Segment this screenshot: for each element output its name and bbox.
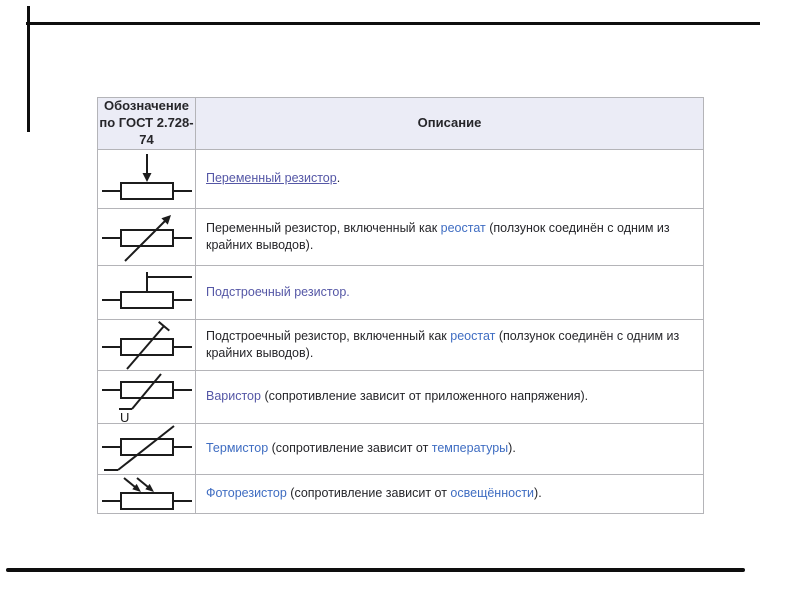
description-column-header: Описание [196, 98, 704, 150]
table-row [98, 370, 704, 423]
thermistor-symbol-icon [101, 424, 193, 474]
table-row [98, 265, 704, 319]
trimmer-rheostat-symbol-icon [101, 320, 193, 370]
description-text: ). [534, 486, 542, 501]
description-text: (сопротивление зависит от [268, 441, 432, 456]
rheostat-variable-resistor-symbol-icon [101, 210, 193, 264]
varistor-u-label: U [119, 409, 129, 423]
resistor-symbols-table-wrap [97, 97, 704, 514]
description-cell [196, 474, 704, 513]
table-row [98, 149, 704, 208]
wiki-link[interactable]: освещённости [450, 486, 535, 501]
symbol-column-header-line2: по ГОСТ 2.728-74 [99, 114, 194, 147]
description-text: Переменный резистор, включенный как [206, 220, 441, 235]
symbol-cell [98, 474, 196, 513]
left-vertical-rule [27, 6, 30, 132]
wiki-link[interactable]: Варистор [206, 389, 261, 404]
wiki-link[interactable]: Фоторезистор [206, 486, 287, 501]
wiki-link[interactable]: Термистор [206, 441, 269, 456]
description-text: (сопротивление зависит от [286, 486, 451, 501]
description-cell [196, 208, 704, 265]
description-cell [196, 370, 704, 423]
table-row [98, 423, 704, 474]
description-text: . [336, 171, 341, 186]
table-row [98, 208, 704, 265]
description-cell [196, 149, 704, 208]
symbol-column-header-line1: Обозначение [104, 98, 189, 113]
description-text: (сопротивление зависит от приложенного напряжения). [260, 389, 589, 404]
symbol-cell [98, 265, 196, 319]
trimmer-resistor-symbol-icon [101, 267, 193, 317]
description-text: (ползунок соединён с одним из крайних выводов). [206, 328, 680, 360]
description-cell [196, 423, 704, 474]
description-text: (ползунок соединён с одним из крайних выводов). [206, 220, 670, 252]
description-text: ). [508, 441, 516, 456]
description-text: Подстроечный резистор, включенный как [206, 328, 451, 343]
symbol-cell [98, 208, 196, 265]
table-header-row [98, 98, 704, 150]
wiki-link[interactable]: реостат [440, 220, 486, 235]
description-cell [196, 265, 704, 319]
symbol-cell [98, 370, 196, 423]
wiki-link[interactable]: Переменный резистор [206, 171, 337, 186]
varistor-symbol-icon [101, 371, 193, 423]
table-row [98, 319, 704, 370]
bottom-horizontal-rule [6, 568, 745, 572]
wiki-link[interactable]: температуры [431, 441, 509, 456]
wiki-link[interactable]: Подстроечный резистор. [206, 284, 350, 299]
symbol-cell [98, 423, 196, 474]
symbol-cell [98, 149, 196, 208]
top-horizontal-rule [26, 22, 760, 25]
description-cell [196, 319, 704, 370]
variable-resistor-symbol-icon [101, 152, 193, 206]
resistor-symbols-table [97, 97, 704, 514]
table-row [98, 474, 704, 513]
photoresistor-symbol-icon [101, 476, 193, 512]
symbol-cell [98, 319, 196, 370]
symbol-column-header [98, 98, 196, 150]
wiki-link[interactable]: реостат [450, 328, 496, 343]
